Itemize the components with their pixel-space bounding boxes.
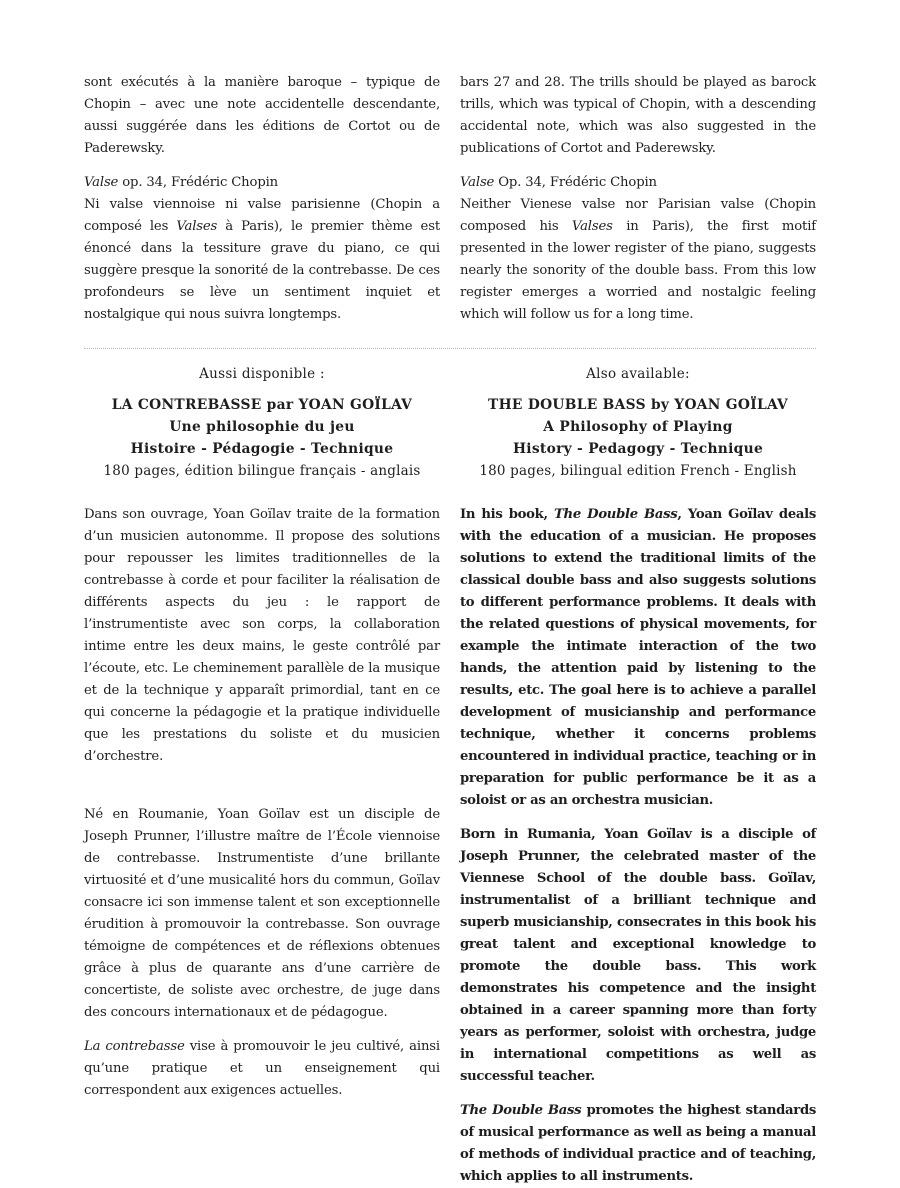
chopin-trill-paragraph-en: bars 27 and 28. The trills should be played as barock trills, which was typical of Chopin, with a descending accidental note, which was also suggested in the publications of Cortot and Paderewsky. — [460, 75, 816, 156]
valses-italic-fr: Valses — [176, 219, 218, 234]
valse-text-a-en: Neither Vienese valse nor Parisian valse (Chopin composed his — [460, 197, 816, 234]
author-bio-en: Born in Rumania, Yoan Goïlav is a disciple of Joseph Prunner, the celebrated master of the Viennese School of the double bass. Goïlav, instrumentalist of a brilliant technique and superb musicianship, consecrates in this book his great talent and exceptional knowledge to promote the double bass. This work demonstrates his competence and the insight obtained in a career spanning more than forty years as performer, soloist with orchestra, judge in international competitions as well as successful teacher. — [460, 827, 816, 1084]
valse-paragraph-fr — [84, 194, 440, 326]
valse-heading-en — [460, 172, 816, 194]
valse-title-fr: Valse — [84, 175, 119, 190]
book-aim-text-en: promotes the highest standards of musical performance as well as being a manual of methods of individual practice and of teaching, which applies to all instruments. — [460, 1103, 816, 1184]
top-left-column — [84, 72, 440, 326]
available-left-column — [84, 364, 440, 1102]
book-topics-en: History - Pedagogy - Technique — [512, 441, 764, 457]
book-description-en — [460, 504, 816, 812]
valse-text-c-fr: à Paris), le premier thème est énoncé dans la tessiture grave du piano, ce qui suggère presque la sonorité de la contrebasse. De ces profondeurs se lève un sentiment inquiet et nostalgique qui nous suivra longtemps. — [84, 219, 440, 322]
book-subtitle-fr: Une philosophie du jeu — [169, 419, 355, 435]
book-description-title-en: The Double Bass — [554, 507, 678, 522]
book-description-a-en: In his book, — [460, 507, 555, 522]
valse-paragraph-en — [460, 194, 816, 326]
valse-text-c-en: in Paris), the first motif presented in the lower register of the piano, suggests nearly the sonority of the double bass. From this low register emerges a worried and nostalgic feeling which will follow us for a long time. — [460, 219, 816, 322]
author-bio-fr: Né en Roumanie, Yoan Goïlav est un disciple de Joseph Prunner, l’illustre maître de l’École viennoise de contrebasse. Instrumentiste d’une brillante virtuosité et d’une musicalité hors du commun, Goïlav consacre ici son immense talent et son exceptionnelle érudition à promouvoir la contrebasse. Son ouvrage témoigne de compétences et de réflexions obtenues grâce à plus de quarante ans d’une carrière de concertiste, de soliste avec orchestre, de juge dans des concours internationaux et de pédagogue. — [84, 807, 440, 1020]
book-subtitle-en: A Philosophy of Playing — [543, 419, 733, 435]
book-title-en: THE DOUBLE BASS by YOAN GOÏLAV — [488, 397, 788, 413]
book-description-block-en — [460, 504, 816, 1188]
valse-title-en: Valse — [460, 175, 495, 190]
book-aim-fr — [84, 1036, 440, 1102]
available-right-column — [460, 364, 816, 1188]
available-label-en: Also available: — [586, 366, 690, 382]
book-topics-fr: Histoire - Pédagogie - Technique — [130, 441, 394, 457]
book-aim-en — [460, 1100, 816, 1188]
book-details-en: 180 pages, bilingual edition French - English — [479, 463, 797, 479]
book-title-fr: LA CONTREBASSE par YOAN GOÏLAV — [111, 397, 413, 413]
book-details-fr: 180 pages, édition bilingue français - anglais — [103, 463, 421, 479]
available-label-fr: Aussi disponible : — [199, 366, 325, 382]
top-right-column — [460, 72, 816, 326]
book-title-block-fr — [84, 394, 440, 482]
book-description-c-en: , Yoan Goïlav deals with the education of a musician. He proposes solutions to extend the traditional limits of the classical double bass and also suggests solutions to different performance problems. It deals with the related questions of physical movements, for example the intimate interaction of the two hands, the attention paid by listening to the results, etc. The goal here is to achieve a parallel development of musicianship and performance technique, whether it concerns problems encountered in individual practice, teaching or in preparation for public performance be it as a soloist or as an orchestra musician. — [460, 507, 816, 808]
valses-italic-en: Valses — [571, 219, 613, 234]
book-title-block-en — [460, 394, 816, 482]
chopin-trill-paragraph-fr: sont exécutés à la manière baroque – typique de Chopin – avec une note accidentelle descendante, aussi suggérée dans les éditions de Cortot ou de Paderewsky. — [84, 75, 440, 156]
valse-text-a-fr: Ni valse viennoise ni valse parisienne (Chopin a composé les — [84, 197, 440, 234]
section-divider — [84, 348, 816, 349]
valse-heading-fr — [84, 172, 440, 194]
valse-ref-fr: op. 34, Frédéric Chopin — [118, 175, 279, 190]
valse-ref-en: Op. 34, Frédéric Chopin — [494, 175, 657, 190]
book-aim-title-fr: La contrebasse — [84, 1039, 185, 1054]
book-description-fr: Dans son ouvrage, Yoan Goïlav traite de la formation d’un musicien autonomme. Il propose des solutions pour repousser les limites traditionnelles de la contrebasse à corde et pour faciliter la réalisation de différents aspects du jeu : le rapport de l’instrumentiste avec son corps, la collaboration intime entre les deux mains, le geste contrôlé par l’écoute, etc. Le cheminement parallèle de la musique et de la technique y apparaît primordial, tant en ce qui concerne la pédagogie et la pratique individuelle que les prestations du soliste et du musicien d’orchestre. — [84, 507, 440, 764]
book-aim-text-fr: vise à promouvoir le jeu cultivé, ainsi qu’une pratique et un enseignement qui correspondent aux exigences actuelles. — [84, 1039, 440, 1098]
book-aim-title-en: The Double Bass — [460, 1103, 582, 1118]
